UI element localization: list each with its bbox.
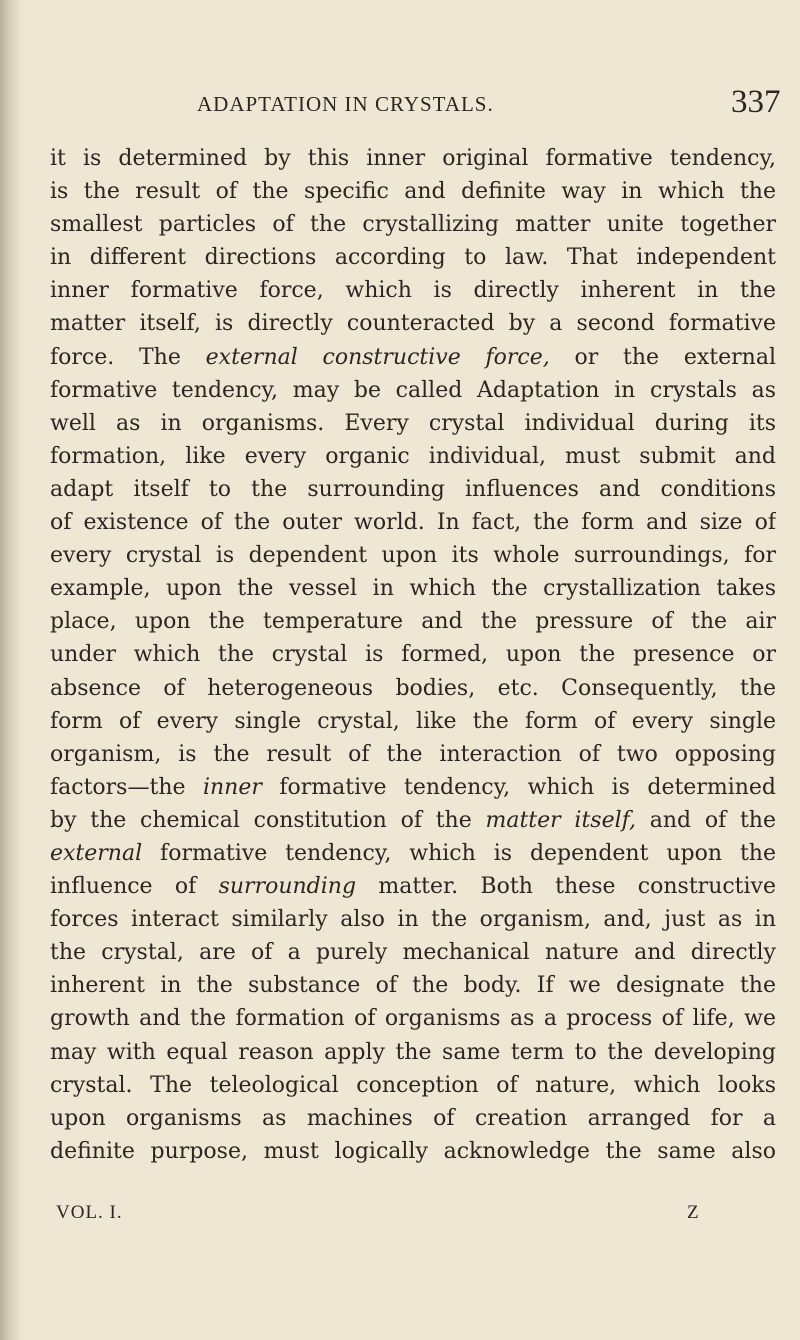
text-line	[50, 705, 776, 738]
text-run: inherent in the substance of the body. If we designate the	[50, 973, 776, 999]
text-run: growth and the formation of organisms as a process of life, we	[50, 1006, 776, 1032]
italic-phrase: inner	[202, 774, 262, 800]
page-footer	[0, 1202, 800, 1232]
text-line	[50, 605, 776, 638]
text-line	[50, 1102, 776, 1135]
text-run: upon organisms as machines of creation arranged for a	[50, 1105, 776, 1131]
text-line	[50, 307, 776, 340]
volume-label: VOL. I.	[56, 1202, 123, 1223]
text-run: factors—the	[50, 774, 203, 800]
text-line	[50, 208, 776, 241]
text-run: form of every single crystal, like the form of every single	[50, 708, 776, 734]
text-run: under which the crystal is formed, upon the presence or	[50, 642, 776, 668]
text-line	[50, 506, 776, 539]
text-line	[50, 1036, 776, 1069]
text-run: the crystal, are of a purely mechanical nature and directly	[50, 940, 776, 966]
text-line	[50, 936, 776, 969]
text-line	[50, 572, 776, 605]
text-line	[50, 274, 776, 307]
text-line	[50, 837, 776, 870]
text-run: well as in organisms. Every crystal individual during its	[50, 410, 776, 436]
text-line	[50, 1135, 776, 1168]
text-line	[50, 539, 776, 572]
text-line	[50, 969, 776, 1002]
text-run: adapt itself to the surrounding influences and conditions	[50, 476, 776, 502]
text-run: of existence of the outer world. In fact, the form and size of	[50, 510, 776, 536]
text-run: definite purpose, must logically acknowledge the same also	[50, 1138, 776, 1164]
text-line	[50, 1002, 776, 1035]
text-run: smallest particles of the crystallizing matter unite together	[50, 212, 776, 238]
text-line	[50, 672, 776, 705]
text-line	[50, 1069, 776, 1102]
italic-phrase: external	[50, 840, 143, 866]
running-head	[0, 84, 800, 132]
text-run: inner formative force, which is directly inherent in the	[50, 278, 776, 304]
text-run: organism, is the result of the interaction of two opposing	[50, 741, 776, 767]
signature-mark: Z	[687, 1202, 699, 1223]
text-run: or the external	[549, 344, 776, 370]
text-run: formation, like every organic individual, must submit and	[50, 443, 776, 469]
running-title: ADAPTATION IN CRYSTALS.	[197, 92, 494, 116]
text-line	[50, 870, 776, 903]
text-run: may with equal reason apply the same term to the developing	[50, 1039, 776, 1065]
italic-phrase: external constructive force,	[205, 344, 550, 370]
text-line	[50, 903, 776, 936]
text-run: influence of	[50, 874, 219, 900]
text-run: formative tendency, which is dependent upon the	[142, 840, 776, 866]
text-run: in different directions according to law. That independent	[50, 245, 776, 271]
body-text	[50, 142, 776, 1168]
text-run: it is determined by this inner original formative tendency,	[50, 146, 776, 171]
text-line	[50, 804, 776, 837]
text-line	[50, 738, 776, 771]
text-line	[50, 473, 776, 506]
italic-phrase: surrounding	[218, 874, 357, 900]
text-run: matter. Both these constructive	[356, 874, 776, 900]
text-line	[50, 175, 776, 208]
page-number: 337	[731, 84, 781, 120]
text-line	[50, 638, 776, 671]
text-line	[50, 374, 776, 407]
text-run: formative tendency, which is determined	[261, 774, 776, 800]
text-line	[50, 440, 776, 473]
text-run: absence of heterogeneous bodies, etc. Consequently, the	[50, 675, 776, 701]
italic-phrase: matter itself,	[485, 807, 636, 833]
text-run: is the result of the specific and definite way in which the	[50, 179, 776, 205]
text-run: matter itself, is directly counteracted by a second formative	[50, 311, 776, 337]
text-run: force. The	[50, 344, 206, 370]
text-run: by the chemical constitution of the	[50, 807, 486, 833]
text-run: formative tendency, may be called Adaptation in crystals as	[50, 377, 776, 403]
text-run: and of the	[636, 807, 776, 833]
text-run: crystal. The teleological conception of nature, which looks	[50, 1072, 776, 1098]
text-line	[50, 142, 776, 175]
text-run: every crystal is dependent upon its whole surroundings, for	[50, 543, 776, 569]
text-run: place, upon the temperature and the pressure of the air	[50, 609, 776, 635]
text-line	[50, 407, 776, 440]
text-run: example, upon the vessel in which the crystallization takes	[50, 576, 776, 602]
text-run: forces interact similarly also in the organism, and, just as in	[50, 907, 776, 933]
text-line	[50, 341, 776, 374]
text-line	[50, 771, 776, 804]
text-line	[50, 241, 776, 274]
